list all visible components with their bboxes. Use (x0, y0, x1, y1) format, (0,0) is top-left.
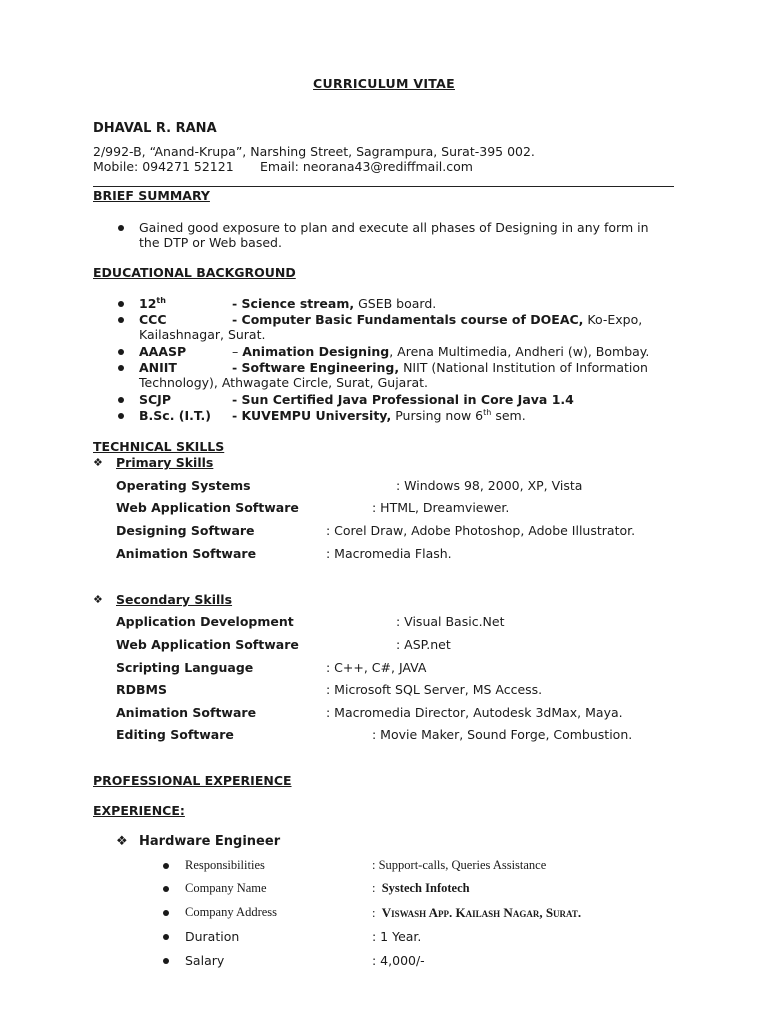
diamond-icon: ❖ (93, 593, 103, 606)
mobile: Mobile: 094271 52121 (93, 159, 234, 174)
skill-value: : Macromedia Flash. (326, 546, 452, 561)
skill-value: : Movie Maker, Sound Forge, Combustion. (372, 727, 633, 742)
detail-label: Company Name (185, 881, 267, 895)
summary-line-2: the DTP or Web based. (139, 235, 282, 250)
skill-value: : HTML, Dreamviewer. (372, 500, 510, 515)
bullet-icon (118, 317, 124, 323)
skill-value: : Windows 98, 2000, XP, Vista (396, 478, 583, 493)
bullet-icon (163, 958, 169, 964)
email: Email: neorana43@rediffmail.com (260, 159, 473, 174)
edu-label: ANIIT (139, 360, 177, 375)
detail-value: : 1 Year. (372, 929, 422, 944)
edu-detail: - Science stream, GSEB board. (232, 296, 437, 311)
edu-label: 12th (139, 295, 166, 311)
edu-label: B.Sc. (I.T.) (139, 408, 211, 423)
bullet-icon (118, 397, 124, 403)
skill-label: Application Development (116, 614, 294, 629)
bullet-icon (118, 365, 124, 371)
skill-label: Operating Systems (116, 478, 251, 493)
bullet-icon (163, 886, 169, 892)
detail-label: Company Address (185, 905, 278, 919)
bullet-icon (118, 413, 124, 419)
bullet-icon (118, 349, 124, 355)
edu-detail: - Sun Certified Java Professional in Core Java 1.4 (232, 392, 574, 407)
skill-label: Scripting Language (116, 660, 254, 675)
skill-label: Animation Software (116, 705, 257, 720)
edu-detail: - Computer Basic Fundamentals course of DOEAC, Ko-Expo, (232, 312, 643, 327)
header-divider (93, 186, 674, 187)
job-role: Hardware Engineer (139, 834, 281, 849)
experience-heading: EXPERIENCE: (93, 803, 185, 818)
skill-value: : Visual Basic.Net (396, 614, 505, 629)
skill-value: : Corel Draw, Adobe Photoshop, Adobe Illustrator. (326, 523, 636, 538)
detail-value: : 4,000/- (372, 953, 425, 968)
detail-label: Responsibilities (185, 858, 265, 872)
edu-detail-cont: Technology), Athwagate Circle, Surat, Gujarat. (139, 375, 429, 390)
technical-skills-heading: TECHNICAL SKILLS (93, 439, 225, 454)
detail-value: : Systech Infotech (372, 881, 470, 895)
secondary-skills-heading: Secondary Skills (116, 592, 233, 607)
bullet-icon (118, 301, 124, 307)
detail-value: : Viswash App. Kailash Nagar, Surat. (372, 905, 582, 920)
edu-label: AAASP (139, 344, 187, 359)
skill-label: Web Application Software (116, 500, 299, 515)
bullet-icon (163, 934, 169, 940)
bullet-icon (163, 910, 169, 916)
address: 2/992-B, “Anand-Krupa”, Narshing Street, Sagrampura, Surat-395 002. (93, 144, 535, 159)
summary-line-1: Gained good exposure to plan and execute all phases of Designing in any form in (139, 220, 649, 235)
diamond-icon: ❖ (93, 456, 103, 469)
brief-summary-heading: BRIEF SUMMARY (93, 188, 210, 203)
document-title: CURRICULUM VITAE (313, 76, 455, 91)
skill-label: Designing Software (116, 523, 255, 538)
primary-skills-heading: Primary Skills (116, 455, 214, 470)
skill-value: : Microsoft SQL Server, MS Access. (326, 682, 543, 697)
bullet-icon (163, 863, 169, 869)
detail-value: : Support-calls, Queries Assistance (372, 858, 547, 872)
edu-detail: - Software Engineering, NIIT (National Institution of Information (232, 360, 648, 375)
skill-value: : ASP.net (396, 637, 451, 652)
edu-detail: – Animation Designing, Arena Multimedia, Andheri (w), Bombay. (232, 344, 650, 359)
education-heading: EDUCATIONAL BACKGROUND (93, 265, 296, 280)
edu-label: CCC (139, 312, 167, 327)
skill-label: Animation Software (116, 546, 257, 561)
detail-label: Duration (185, 929, 240, 944)
skill-label: Web Application Software (116, 637, 299, 652)
skill-value: : Macromedia Director, Autodesk 3dMax, Maya. (326, 705, 623, 720)
edu-detail: - KUVEMPU University, Pursing now 6th sem. (232, 407, 526, 423)
skill-label: Editing Software (116, 727, 234, 742)
edu-detail-cont: Kailashnagar, Surat. (139, 327, 266, 342)
edu-label: SCJP (139, 392, 171, 407)
candidate-name: DHAVAL R. RANA (93, 121, 217, 136)
skill-value: : C++, C#, JAVA (326, 660, 427, 675)
skill-label: RDBMS (116, 682, 167, 697)
bullet-icon (118, 225, 124, 231)
diamond-icon: ❖ (116, 834, 128, 849)
professional-experience-heading: PROFESSIONAL EXPERIENCE (93, 773, 292, 788)
detail-label: Salary (185, 953, 225, 968)
